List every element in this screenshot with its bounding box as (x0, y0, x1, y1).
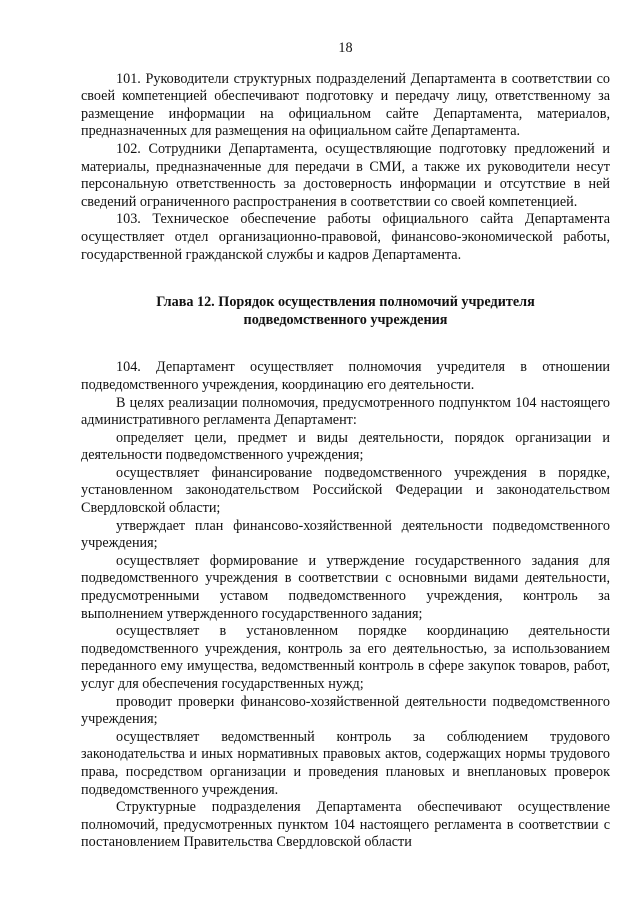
list-item-plan: утверждает план финансово-хозяйственной деятельности подведомственного учреждения; (81, 517, 610, 552)
chapter-heading (81, 294, 610, 329)
paragraph-102: 102. Сотрудники Департамента, осуществляющие подготовку предложений и материалы, предназначенные для передачи в СМИ, а также их руководители несут персональную ответственность за достоверность информации и отсутствие в ней сведений ограниченного распространения в соответствии со своей компетенцией. (81, 140, 610, 210)
list-item-state-task: осуществляет формирование и утверждение государственного задания для подведомственного учреждения в соответствии с основными видами деятельности, предусмотренными уставом подведомственного учреждения, контроль за выполнением утвержденного государственного задания; (81, 552, 610, 622)
list-item-inspections: проводит проверки финансово-хозяйственной деятельности подведомственного учреждения; (81, 693, 610, 728)
paragraph-104: 104. Департамент осуществляет полномочия учредителя в отношении подведомственного учреждения, координацию его деятельности. (81, 359, 610, 393)
page-number: 18 (338, 40, 353, 56)
paragraph-powers-intro: В целях реализации полномочия, предусмотренного подпунктом 104 настоящего административного регламента Департамент: (81, 394, 610, 429)
paragraph-103: 103. Техническое обеспечение работы официального сайта Департамента осуществляет отдел организационно-правовой, финансово-экономической работы, государственной гражданской службы и кадров Департамента. (81, 211, 610, 263)
chapter-heading-line-1: Глава 12. Порядок осуществления полномочий учредителя (156, 294, 535, 311)
list-item-financing: осуществляет финансирование подведомственного учреждения в порядке, установленном законодательством Российской Федерации и законодательством Свердловской области; (81, 464, 610, 517)
paragraph-101: 101. Руководители структурных подразделений Департамента в соответствии со своей компетенцией обеспечивают подготовку и передачу лицу, ответственному за размещение информации на официальном сайте Департамента, материалов, предназначенных для размещения на официальном сайте Департамента. (81, 70, 610, 140)
list-item-coordination: осуществляет в установленном порядке координацию деятельности подведомственного учреждения, контроль за его деятельностью, за использованием переданного ему имущества, ведомственный контроль в сфере закупок товаров, работ, услуг для обеспечения государственных нужд; (81, 623, 610, 692)
list-item-labor-control: осуществляет ведомственный контроль за соблюдением трудового законодательства и иных нормативных правовых актов, содержащих нормы трудового права, посредством организации и проведения плановых и внеплановых проверок подведомственного учреждения. (81, 728, 610, 798)
paragraph-structural-units: Структурные подразделения Департамента обеспечивают осуществление полномочий, предусмотренных пунктом 104 настоящего регламента в соответствии с постановлением Правительства Свердловской области (81, 799, 610, 851)
chapter-heading-line-2: подведомственного учреждения (243, 311, 448, 328)
list-item-goals: определяет цели, предмет и виды деятельности, порядок организации и деятельности подведомственного учреждения; (81, 429, 610, 464)
